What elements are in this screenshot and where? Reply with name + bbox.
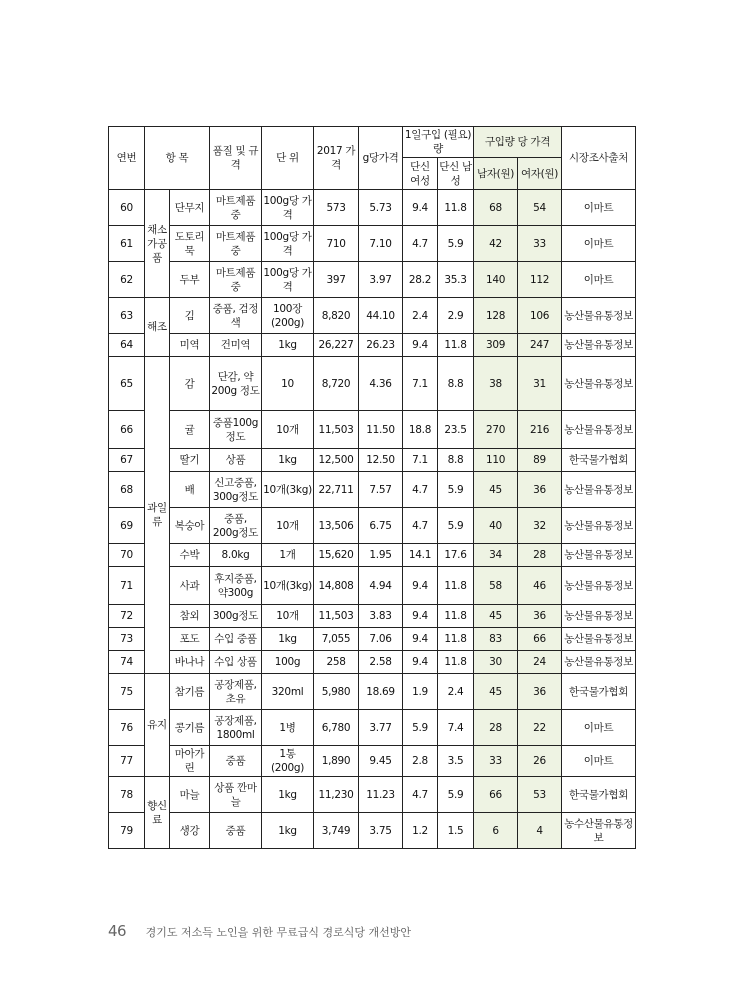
row-number: 66 — [109, 411, 145, 449]
row-number: 71 — [109, 567, 145, 605]
item-spec: 상품 — [210, 449, 262, 472]
female-price: 247 — [518, 334, 562, 357]
price-2017: 397 — [314, 262, 359, 298]
single-female: 4.7 — [403, 226, 438, 262]
table-row — [109, 449, 636, 472]
female-price: 4 — [518, 813, 562, 849]
price-2017: 573 — [314, 190, 359, 226]
single-female: 5.9 — [403, 710, 438, 746]
female-price: 36 — [518, 674, 562, 710]
female-price: 112 — [518, 262, 562, 298]
single-male: 35.3 — [438, 262, 474, 298]
single-male: 2.9 — [438, 298, 474, 334]
category-cell: 해조 — [145, 298, 170, 357]
source: 이마트 — [562, 710, 636, 746]
item-spec: 후지중품, 약300g — [210, 567, 262, 605]
single-male: 5.9 — [438, 777, 474, 813]
price-2017: 13,506 — [314, 508, 359, 544]
male-price: 45 — [474, 674, 518, 710]
source: 이마트 — [562, 262, 636, 298]
price-table — [108, 126, 636, 849]
header-source: 시장조사출처 — [562, 127, 636, 190]
price-2017: 8,820 — [314, 298, 359, 334]
single-male: 17.6 — [438, 544, 474, 567]
single-female: 9.4 — [403, 190, 438, 226]
category-cell: 향신 료 — [145, 777, 170, 849]
single-female: 9.4 — [403, 651, 438, 674]
single-female: 28.2 — [403, 262, 438, 298]
item-name: 콩기름 — [170, 710, 210, 746]
price-2017: 3,749 — [314, 813, 359, 849]
price-2017: 11,503 — [314, 605, 359, 628]
female-price: 46 — [518, 567, 562, 605]
single-female: 9.4 — [403, 334, 438, 357]
item-spec: 공장제품, 1800ml — [210, 710, 262, 746]
single-male: 8.8 — [438, 357, 474, 411]
price-2017: 15,620 — [314, 544, 359, 567]
gram-price: 4.36 — [359, 357, 403, 411]
single-female: 4.7 — [403, 508, 438, 544]
male-price: 30 — [474, 651, 518, 674]
male-price: 270 — [474, 411, 518, 449]
single-female: 2.8 — [403, 746, 438, 777]
item-spec: 마트제품중 — [210, 226, 262, 262]
item-unit: 10개(3kg) — [262, 567, 314, 605]
single-female: 9.4 — [403, 628, 438, 651]
female-price: 28 — [518, 544, 562, 567]
header-item: 항 목 — [145, 127, 210, 190]
single-male: 5.9 — [438, 226, 474, 262]
item-unit: 1병 — [262, 710, 314, 746]
item-spec: 중품, 200g정도 — [210, 508, 262, 544]
table-row — [109, 472, 636, 508]
source: 농산물유통정보 — [562, 357, 636, 411]
item-name: 생강 — [170, 813, 210, 849]
source: 이마트 — [562, 746, 636, 777]
single-female: 14.1 — [403, 544, 438, 567]
item-spec: 공장제품, 초유 — [210, 674, 262, 710]
source: 이마트 — [562, 190, 636, 226]
item-name: 단무지 — [170, 190, 210, 226]
item-unit: 1kg — [262, 777, 314, 813]
table-row — [109, 411, 636, 449]
single-male: 2.4 — [438, 674, 474, 710]
page-number: 46 — [108, 922, 127, 940]
female-price: 53 — [518, 777, 562, 813]
male-price: 140 — [474, 262, 518, 298]
item-unit: 1kg — [262, 813, 314, 849]
item-spec: 마트제품중 — [210, 262, 262, 298]
price-2017: 258 — [314, 651, 359, 674]
single-female: 2.4 — [403, 298, 438, 334]
row-number: 68 — [109, 472, 145, 508]
source: 농산물유통정보 — [562, 508, 636, 544]
price-2017: 7,055 — [314, 628, 359, 651]
item-name: 도토리묵 — [170, 226, 210, 262]
male-price: 40 — [474, 508, 518, 544]
category-cell: 과일 류 — [145, 357, 170, 674]
source: 농산물유통정보 — [562, 628, 636, 651]
item-spec: 마트제품중 — [210, 190, 262, 226]
item-name: 딸기 — [170, 449, 210, 472]
row-number: 75 — [109, 674, 145, 710]
category-cell: 채소 가공 품 — [145, 190, 170, 298]
item-name: 두부 — [170, 262, 210, 298]
source: 농산물유통정보 — [562, 298, 636, 334]
female-price: 33 — [518, 226, 562, 262]
table-row — [109, 777, 636, 813]
row-number: 78 — [109, 777, 145, 813]
item-name: 참외 — [170, 605, 210, 628]
single-female: 4.7 — [403, 777, 438, 813]
header-daily-amount: 1일구입 (필요)량 — [403, 127, 474, 158]
item-name: 참기름 — [170, 674, 210, 710]
item-unit: 10 — [262, 357, 314, 411]
table-row — [109, 262, 636, 298]
gram-price: 3.97 — [359, 262, 403, 298]
item-unit: 1kg — [262, 449, 314, 472]
item-unit: 10개 — [262, 508, 314, 544]
source: 이마트 — [562, 226, 636, 262]
price-2017: 22,711 — [314, 472, 359, 508]
gram-price: 3.77 — [359, 710, 403, 746]
single-male: 11.8 — [438, 651, 474, 674]
item-unit: 100g당 가격 — [262, 190, 314, 226]
gram-price: 18.69 — [359, 674, 403, 710]
single-male: 23.5 — [438, 411, 474, 449]
table-row — [109, 605, 636, 628]
row-number: 76 — [109, 710, 145, 746]
item-spec: 단감, 약200g 정도 — [210, 357, 262, 411]
item-unit: 10개 — [262, 411, 314, 449]
row-number: 61 — [109, 226, 145, 262]
price-2017: 710 — [314, 226, 359, 262]
item-unit: 100g — [262, 651, 314, 674]
single-male: 1.5 — [438, 813, 474, 849]
price-2017: 6,780 — [314, 710, 359, 746]
source: 농산물유통정보 — [562, 567, 636, 605]
item-unit: 100장 (200g) — [262, 298, 314, 334]
item-unit: 320ml — [262, 674, 314, 710]
male-price: 68 — [474, 190, 518, 226]
table-row — [109, 357, 636, 411]
single-male: 7.4 — [438, 710, 474, 746]
header-price-2017: 2017 가격 — [314, 127, 359, 190]
row-number: 79 — [109, 813, 145, 849]
row-number: 65 — [109, 357, 145, 411]
table-row — [109, 651, 636, 674]
table-row — [109, 674, 636, 710]
price-2017: 12,500 — [314, 449, 359, 472]
header-male: 남자(원) — [474, 158, 518, 190]
male-price: 309 — [474, 334, 518, 357]
gram-price: 3.83 — [359, 605, 403, 628]
table-row — [109, 298, 636, 334]
row-number: 72 — [109, 605, 145, 628]
row-number: 73 — [109, 628, 145, 651]
gram-price: 7.06 — [359, 628, 403, 651]
item-name: 미역 — [170, 334, 210, 357]
item-spec: 수입 상품 — [210, 651, 262, 674]
single-female: 7.1 — [403, 449, 438, 472]
male-price: 58 — [474, 567, 518, 605]
female-price: 31 — [518, 357, 562, 411]
female-price: 22 — [518, 710, 562, 746]
item-spec: 중품, 검정색 — [210, 298, 262, 334]
row-number: 70 — [109, 544, 145, 567]
table-row — [109, 190, 636, 226]
item-name: 바나나 — [170, 651, 210, 674]
row-number: 69 — [109, 508, 145, 544]
male-price: 45 — [474, 472, 518, 508]
single-male: 11.8 — [438, 628, 474, 651]
source: 한국물가협회 — [562, 674, 636, 710]
price-2017: 11,503 — [314, 411, 359, 449]
item-name: 감 — [170, 357, 210, 411]
header-single-female: 단신 여성 — [403, 158, 438, 190]
single-male: 11.8 — [438, 567, 474, 605]
header-purchase-price: 구입량 당 가격 — [474, 127, 562, 158]
single-female: 9.4 — [403, 567, 438, 605]
source: 농산물유통정보 — [562, 605, 636, 628]
male-price: 45 — [474, 605, 518, 628]
item-unit: 100g당 가격 — [262, 226, 314, 262]
item-unit: 1kg — [262, 628, 314, 651]
header-single-male: 단신 남성 — [438, 158, 474, 190]
item-spec: 300g정도 — [210, 605, 262, 628]
female-price: 89 — [518, 449, 562, 472]
male-price: 6 — [474, 813, 518, 849]
male-price: 42 — [474, 226, 518, 262]
gram-price: 3.75 — [359, 813, 403, 849]
single-male: 5.9 — [438, 508, 474, 544]
row-number: 77 — [109, 746, 145, 777]
female-price: 32 — [518, 508, 562, 544]
single-female: 1.2 — [403, 813, 438, 849]
item-spec: 중품 — [210, 813, 262, 849]
item-name: 마아가린 — [170, 746, 210, 777]
item-unit: 100g당 가격 — [262, 262, 314, 298]
item-spec: 중품 — [210, 746, 262, 777]
row-number: 74 — [109, 651, 145, 674]
item-unit: 1통(200g) — [262, 746, 314, 777]
item-name: 복숭아 — [170, 508, 210, 544]
item-spec: 8.0kg — [210, 544, 262, 567]
price-2017: 5,980 — [314, 674, 359, 710]
item-spec: 중품100g 정도 — [210, 411, 262, 449]
single-male: 8.8 — [438, 449, 474, 472]
item-name: 김 — [170, 298, 210, 334]
row-number: 67 — [109, 449, 145, 472]
item-unit: 10개 — [262, 605, 314, 628]
item-name: 수박 — [170, 544, 210, 567]
single-female: 18.8 — [403, 411, 438, 449]
single-female: 9.4 — [403, 605, 438, 628]
gram-price: 44.10 — [359, 298, 403, 334]
gram-price: 11.50 — [359, 411, 403, 449]
gram-price: 7.10 — [359, 226, 403, 262]
item-name: 포도 — [170, 628, 210, 651]
source: 농산물유통정보 — [562, 334, 636, 357]
item-unit: 1kg — [262, 334, 314, 357]
gram-price: 1.95 — [359, 544, 403, 567]
gram-price: 26.23 — [359, 334, 403, 357]
single-male: 11.8 — [438, 190, 474, 226]
male-price: 34 — [474, 544, 518, 567]
female-price: 54 — [518, 190, 562, 226]
price-2017: 1,890 — [314, 746, 359, 777]
source: 한국물가협회 — [562, 449, 636, 472]
gram-price: 6.75 — [359, 508, 403, 544]
male-price: 33 — [474, 746, 518, 777]
table-row — [109, 746, 636, 777]
item-name: 사과 — [170, 567, 210, 605]
item-spec: 신고중품, 300g정도 — [210, 472, 262, 508]
gram-price: 4.94 — [359, 567, 403, 605]
gram-price: 7.57 — [359, 472, 403, 508]
footer-title: 경기도 저소득 노인을 위한 무료급식 경로식당 개선방안 — [145, 926, 411, 939]
header-spec: 품질 및 규격 — [210, 127, 262, 190]
male-price: 110 — [474, 449, 518, 472]
table-row — [109, 508, 636, 544]
price-2017: 8,720 — [314, 357, 359, 411]
row-number: 63 — [109, 298, 145, 334]
table-row — [109, 334, 636, 357]
item-name: 마늘 — [170, 777, 210, 813]
category-cell: 유지 — [145, 674, 170, 777]
row-number: 64 — [109, 334, 145, 357]
item-unit: 1개 — [262, 544, 314, 567]
single-female: 1.9 — [403, 674, 438, 710]
item-unit: 10개(3kg) — [262, 472, 314, 508]
male-price: 128 — [474, 298, 518, 334]
item-spec: 건미역 — [210, 334, 262, 357]
header-no: 연번 — [109, 127, 145, 190]
single-male: 11.8 — [438, 605, 474, 628]
item-spec: 수입 중품 — [210, 628, 262, 651]
page-footer — [108, 922, 411, 940]
table-body — [109, 190, 636, 849]
table-row — [109, 544, 636, 567]
price-2017: 14,808 — [314, 567, 359, 605]
row-number: 60 — [109, 190, 145, 226]
female-price: 24 — [518, 651, 562, 674]
male-price: 83 — [474, 628, 518, 651]
female-price: 26 — [518, 746, 562, 777]
source: 농산물유통정보 — [562, 411, 636, 449]
table-row — [109, 628, 636, 651]
source: 농수산물유통정보 — [562, 813, 636, 849]
source: 한국물가협회 — [562, 777, 636, 813]
table-row — [109, 226, 636, 262]
item-spec: 상품 깐마늘 — [210, 777, 262, 813]
item-name: 배 — [170, 472, 210, 508]
header-gram-price: g당가격 — [359, 127, 403, 190]
male-price: 38 — [474, 357, 518, 411]
gram-price: 9.45 — [359, 746, 403, 777]
item-name: 귤 — [170, 411, 210, 449]
gram-price: 2.58 — [359, 651, 403, 674]
female-price: 36 — [518, 605, 562, 628]
male-price: 66 — [474, 777, 518, 813]
price-2017: 26,227 — [314, 334, 359, 357]
table-row — [109, 567, 636, 605]
source: 농산물유통정보 — [562, 544, 636, 567]
header-unit: 단 위 — [262, 127, 314, 190]
single-female: 4.7 — [403, 472, 438, 508]
single-male: 5.9 — [438, 472, 474, 508]
single-male: 11.8 — [438, 334, 474, 357]
male-price: 28 — [474, 710, 518, 746]
price-2017: 11,230 — [314, 777, 359, 813]
female-price: 36 — [518, 472, 562, 508]
gram-price: 11.23 — [359, 777, 403, 813]
female-price: 216 — [518, 411, 562, 449]
source: 농산물유통정보 — [562, 651, 636, 674]
table-row — [109, 710, 636, 746]
table-row — [109, 813, 636, 849]
female-price: 66 — [518, 628, 562, 651]
gram-price: 5.73 — [359, 190, 403, 226]
source: 농산물유통정보 — [562, 472, 636, 508]
single-female: 7.1 — [403, 357, 438, 411]
single-male: 3.5 — [438, 746, 474, 777]
gram-price: 12.50 — [359, 449, 403, 472]
header-female: 여자(원) — [518, 158, 562, 190]
row-number: 62 — [109, 262, 145, 298]
female-price: 106 — [518, 298, 562, 334]
